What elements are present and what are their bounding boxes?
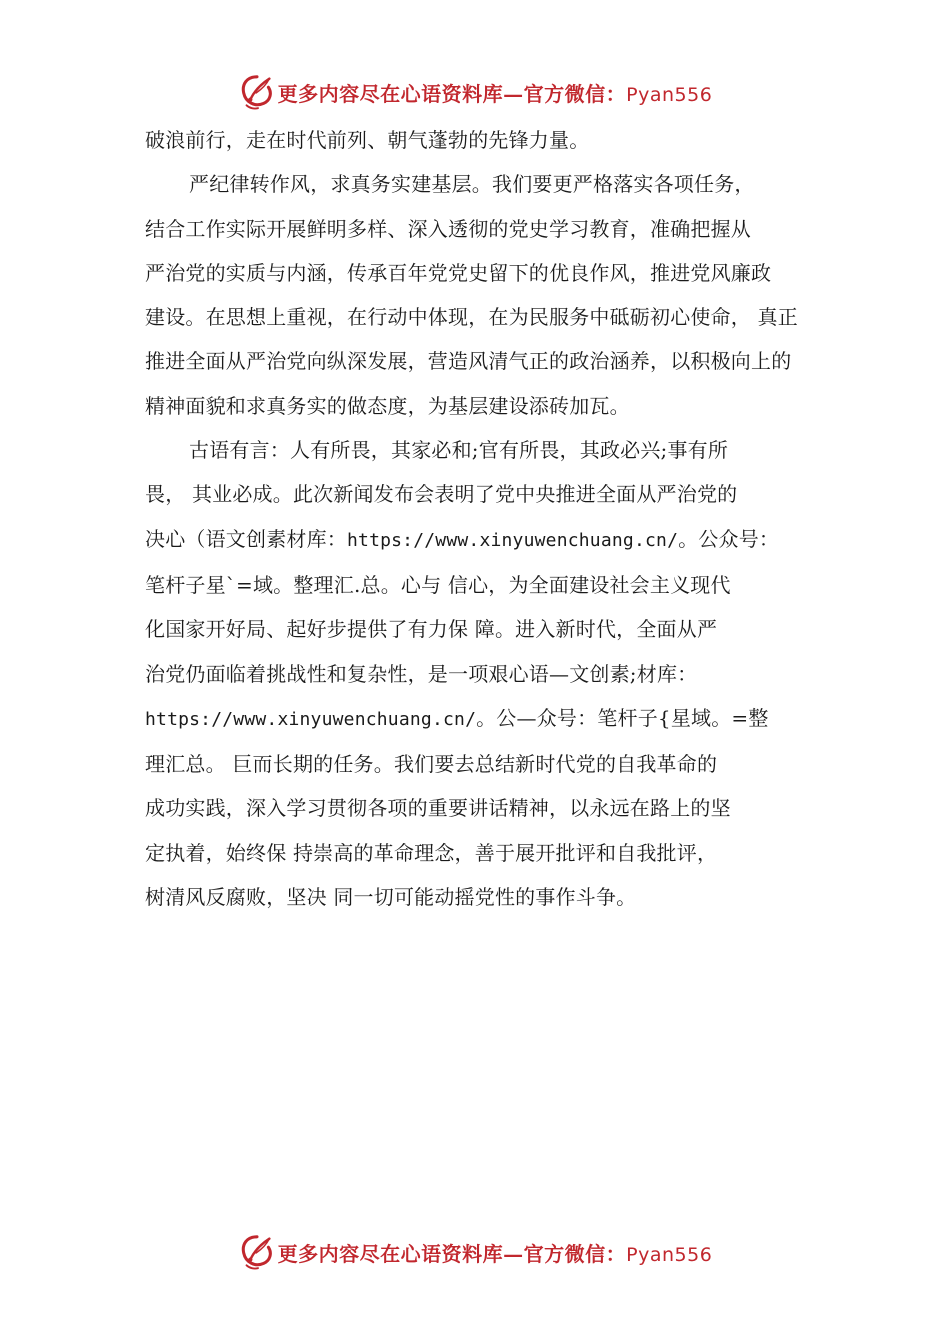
- text-line: 治党仍面临着挑战性和复杂性，是一项艰心语—文创素;材库：: [145, 661, 698, 686]
- text-line: 定执着，始终保 持崇高的革命理念，善于展开批评和自我批评，: [145, 840, 718, 865]
- banner-text: 更多内容尽在心语资料库—官方微信：Pyan556: [277, 81, 713, 106]
- text-line: 化国家开好局、起好步提供了有力保 障。进入新时代，全面从严: [145, 617, 718, 642]
- text-line: 精神面貌和求真务实的做态度，为基层建设添砖加瓦。: [145, 393, 630, 418]
- banner-text: 更多内容尽在心语资料库—官方微信：Pyan556: [277, 1241, 713, 1266]
- paragraph-2: [145, 162, 820, 428]
- text-line: 树清风反腐败，坚决 同一切可能动摇党性的事作斗争。: [145, 885, 637, 910]
- header-banner: [0, 72, 950, 112]
- text-line: 古语有言：人有所畏，其家必和;官有所畏，其政必兴;事有所: [189, 438, 729, 463]
- footer-banner: [0, 1232, 950, 1272]
- text-line: 严治党的实质与内涵，传承百年党党史留下的优良作风，推进党风廉政: [145, 260, 772, 285]
- text-line: 建设。在思想上重视，在行动中体现，在为民服务中砥砺初心使命， 真正: [145, 305, 798, 330]
- text-line: 决心（语文创素材库：https://www.xinyuwenchuang.cn/。公众号：: [145, 526, 780, 551]
- text-line: 理汇总。 巨而长期的任务。我们要去总结新时代党的自我革命的: [145, 752, 718, 777]
- text-line: 严纪律转作风，求真务实建基层。我们要更严格落实各项任务，: [189, 172, 755, 197]
- text-line: 结合工作实际开展鲜明多样、深入透彻的党史学习教育，准确把握从: [145, 216, 751, 241]
- document-body: [145, 118, 820, 919]
- text-line: https://www.xinyuwenchuang.cn/。公—众号：笔杆子{星域。=整: [145, 705, 769, 730]
- quill-swirl-logo-icon: [238, 1233, 276, 1271]
- text-line: 成功实践，深入学习贯彻各项的重要讲话精神，以永远在路上的坚: [145, 796, 731, 821]
- text-line: 破浪前行，走在时代前列、朝气蓬勃的先锋力量。: [145, 128, 590, 152]
- text-line: 畏， 其业必成。此次新闻发布会表明了党中央推进全面从严治党的: [145, 482, 738, 507]
- paragraph-3: [145, 428, 820, 919]
- text-line: 笔杆子星`=域。整理汇.总。心与 信心，为全面建设社会主义现代: [145, 572, 731, 597]
- text-line: 推进全面从严治党向纵深发展，营造风清气正的政治涵养，以积极向上的: [145, 349, 792, 374]
- paragraph-1: [145, 118, 820, 162]
- quill-swirl-logo-icon: [238, 73, 276, 111]
